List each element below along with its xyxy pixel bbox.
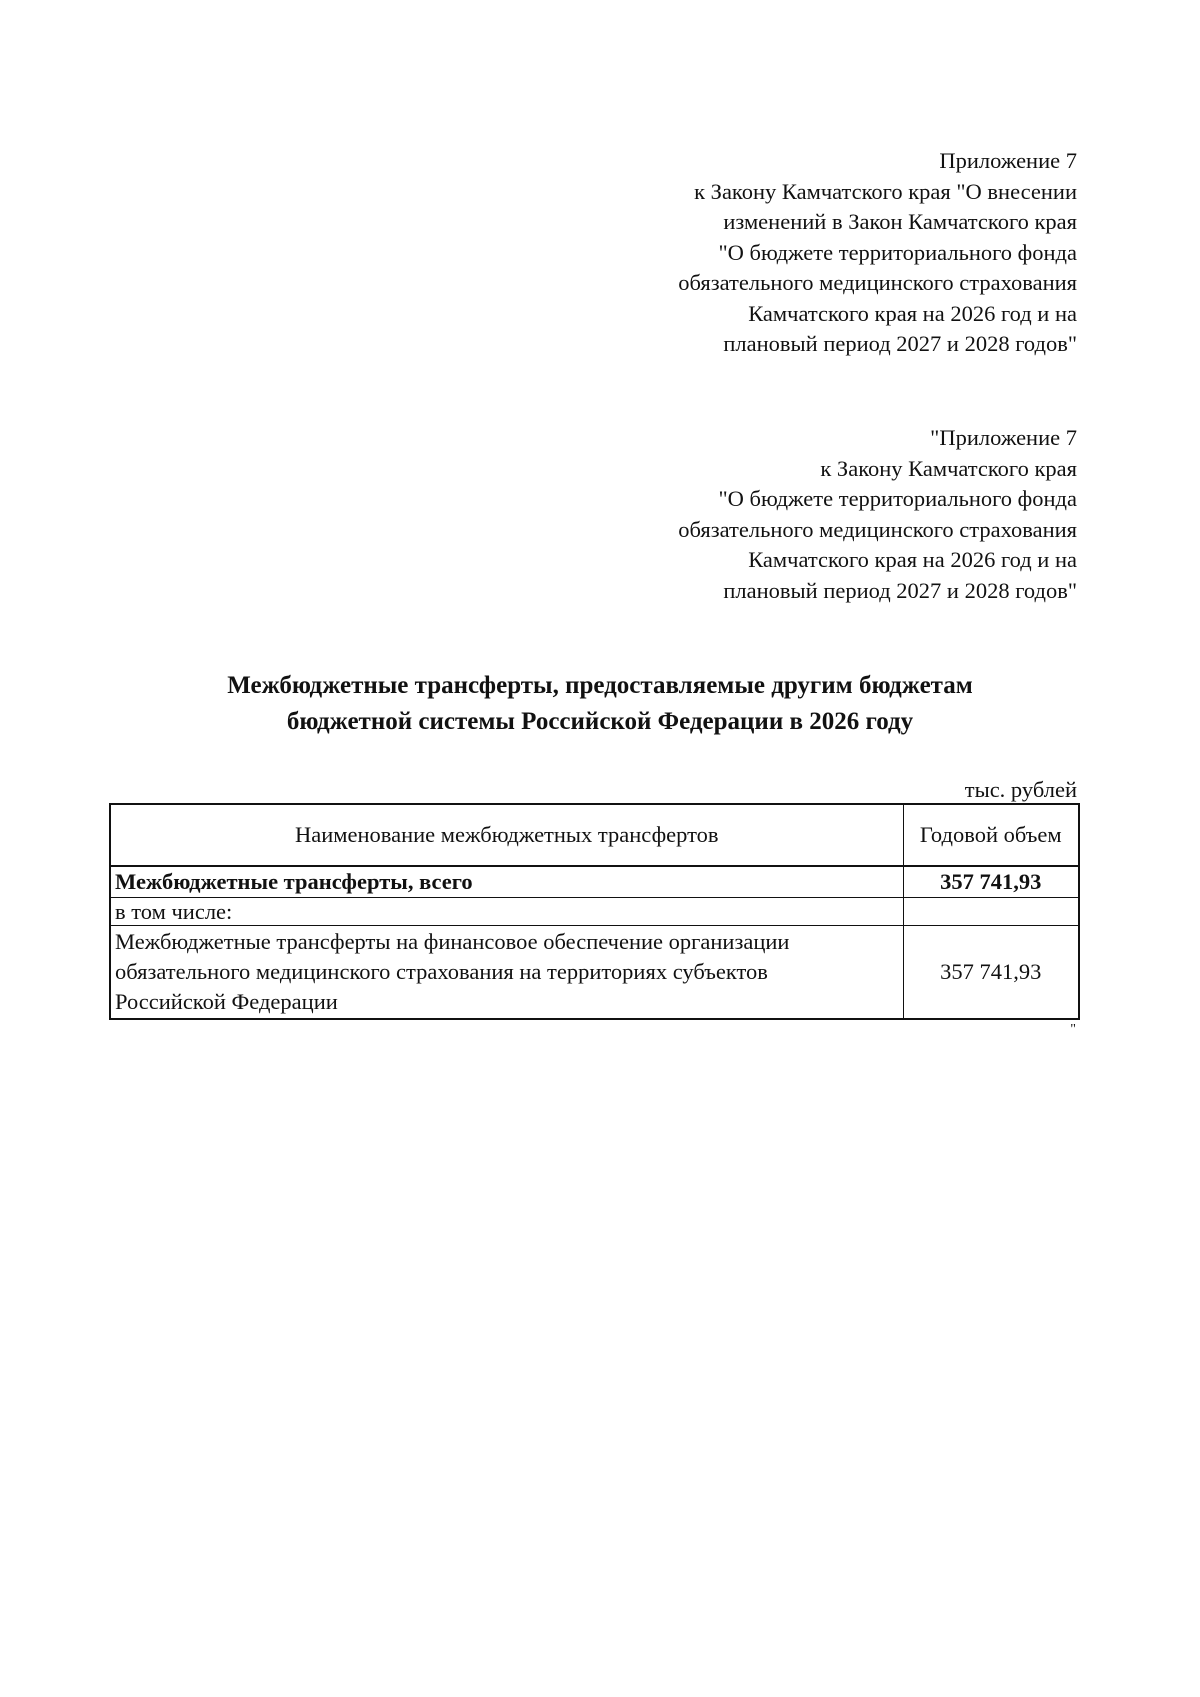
original-appendix-header-line: "Приложение 7 [930,425,1077,450]
closing-quote: " [1070,1022,1076,1037]
row-name-line: обязательного медицинского страхования на территориях субъектов [115,959,768,984]
appendix-header-line: Камчатского края на 2026 год и на [748,300,1077,326]
row-name: Межбюджетные трансферты, всего [110,866,903,898]
table-row-including [110,898,1079,926]
appendix-header [678,146,1077,360]
document-title-line: Межбюджетные трансферты, предоставляемые другим бюджетам [227,672,973,699]
appendix-header-line: изменений в Закон Камчатского края [723,209,1077,234]
appendix-header-line: Приложение 7 [939,148,1077,173]
column-header-name: Наименование межбюджетных трансфертов [110,804,903,866]
original-appendix-header-line: обязательного медицинского страхования [678,516,1077,542]
transfers-table [109,803,1080,1020]
table-row-item [110,926,1079,1020]
original-appendix-header-line: к Закону Камчатского края [820,455,1077,481]
document-title [100,668,1100,740]
appendix-header-line: обязательного медицинского страхования [678,270,1077,295]
table-row-total [110,866,1079,898]
table-header-row [110,804,1079,866]
row-value: 357 741,93 [903,866,1079,898]
units-label: тыс. рублей [964,777,1077,802]
row-value [903,898,1079,926]
row-name-line: Межбюджетные трансферты на финансовое обеспечение организации [115,929,790,954]
appendix-header-line: к Закону Камчатского края "О внесении [694,178,1077,204]
document-title-line: бюджетной системы Российской Федерации в 2026 году [286,708,914,735]
row-name [110,926,903,1020]
row-value: 357 741,93 [903,926,1079,1020]
original-appendix-header [678,423,1077,606]
original-appendix-header-line: "О бюджете территориального фонда [718,486,1077,511]
original-appendix-header-line: плановый период 2027 и 2028 годов" [723,577,1077,603]
row-name: в том числе: [110,898,903,926]
original-appendix-header-line: Камчатского края на 2026 год и на [748,547,1077,572]
row-name-line: Российской Федерации [115,989,338,1014]
column-header-volume: Годовой объем [903,804,1079,866]
appendix-header-line: "О бюджете территориального фонда [718,239,1077,265]
appendix-header-line: плановый период 2027 и 2028 годов" [723,331,1077,356]
